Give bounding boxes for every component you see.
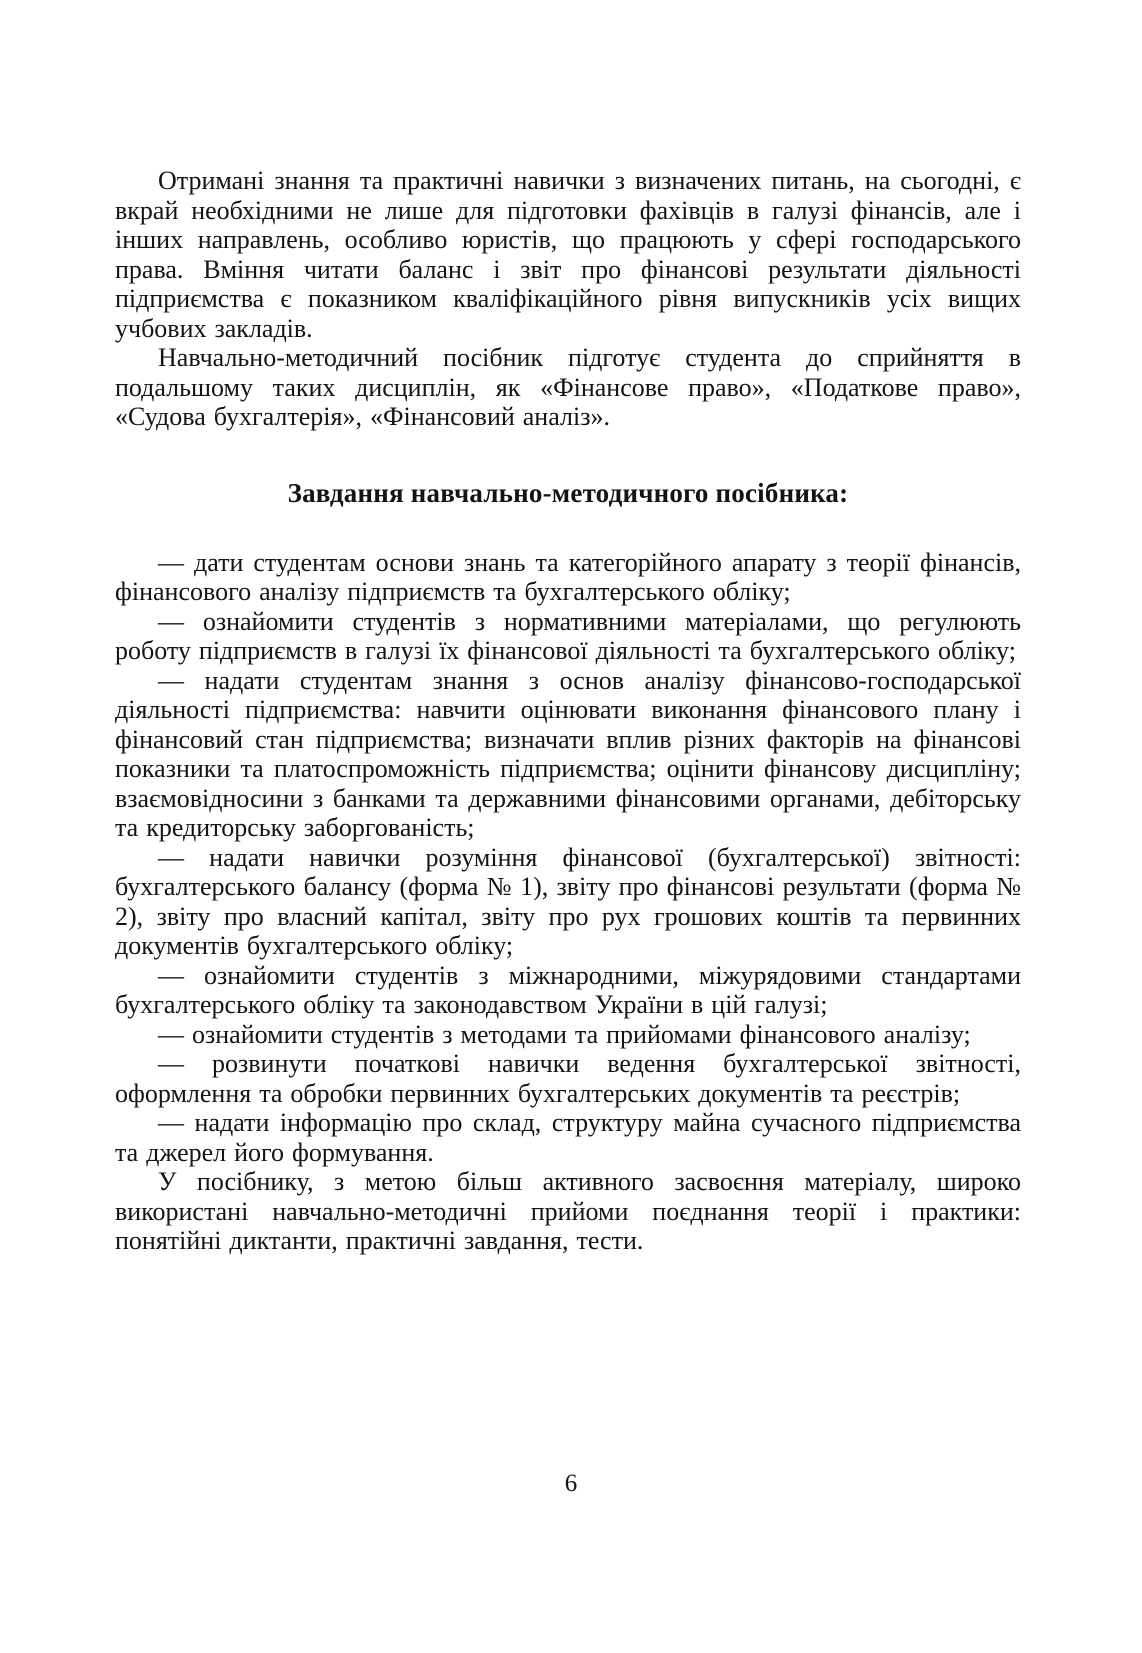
closing-paragraph: У посібнику, з метою більш активного засвоєння матеріалу, широко використані навчально-методичні прийоми поєднання теорії і практики: понятійні диктанти, практичні завдання, тести. <box>115 1167 1021 1255</box>
task-list-item: — ознайомити студентів з міжнародними, міжурядовими стандартами бухгалтерського обліку та законодавством України в цій галузі; <box>115 960 1021 1019</box>
page-content <box>115 166 1021 1256</box>
task-list-item: — надати навички розуміння фінансової (бухгалтерської) звітності: бухгалтерського балансу (форма № 1), звіту про фінансові результати (форма № 2), звіту про власний капітал, звіту про рух грошових коштів та первинних документів бухгалтерського обліку; <box>115 842 1021 960</box>
task-list-item: — ознайомити студентів з методами та прийомами фінансового аналізу; <box>158 1019 971 1049</box>
intro-paragraph: Навчально-методичний посібник підготує студента до сприйняття в подальшому таких дисциплін, як «Фінансове право», «Податкове право», «Судова бухгалтерія», «Фінансовий аналіз». <box>115 343 1021 431</box>
task-list-item: — дати студентам основи знань та категорійного апарату з теорії фінансів, фінансового аналізу підприємств та бухгалтерського обліку; <box>115 547 1021 606</box>
section-heading: Завдання навчально-методичного посібника: <box>287 477 849 508</box>
task-list-item: — надати інформацію про склад, структуру майна сучасного підприємства та джерел його формування. <box>115 1108 1021 1167</box>
task-list-item: — розвинути початкові навички ведення бухгалтерської звітності, оформлення та обробки первинних бухгалтерських документів та реєстрів; <box>115 1049 1021 1108</box>
task-list-item: — ознайомити студентів з нормативними матеріалами, що регулюють роботу підприємств в галузі їх фінансової діяльності та бухгалтерського обліку; <box>115 606 1021 665</box>
page-number: 6 <box>564 1470 578 1497</box>
task-list-item: — надати студентам знання з основ аналізу фінансово-господарської діяльності підприємства: навчити оцінювати виконання фінансового плану і фінансовий стан підприємства; визначати вплив різних факторів на фінансові показники та платоспроможність підприємства; оцінити фінансову дисципліну; взаємовідносини з банками та державними фінансовими органами, дебіторську та кредиторську заборгованість; <box>115 665 1021 842</box>
intro-paragraph: Отримані знання та практичні навички з визначених питань, на сьогодні, є вкрай необхідними не лише для підготовки фахівців в галузі фінансів, але і інших направлень, особливо юристів, що працюють у сфері господарського права. Вміння читати баланс і звіт про фінансові результати діяльності підприємства є показником кваліфікаційного рівня випускників усіх вищих учбових закладів. <box>115 166 1021 343</box>
